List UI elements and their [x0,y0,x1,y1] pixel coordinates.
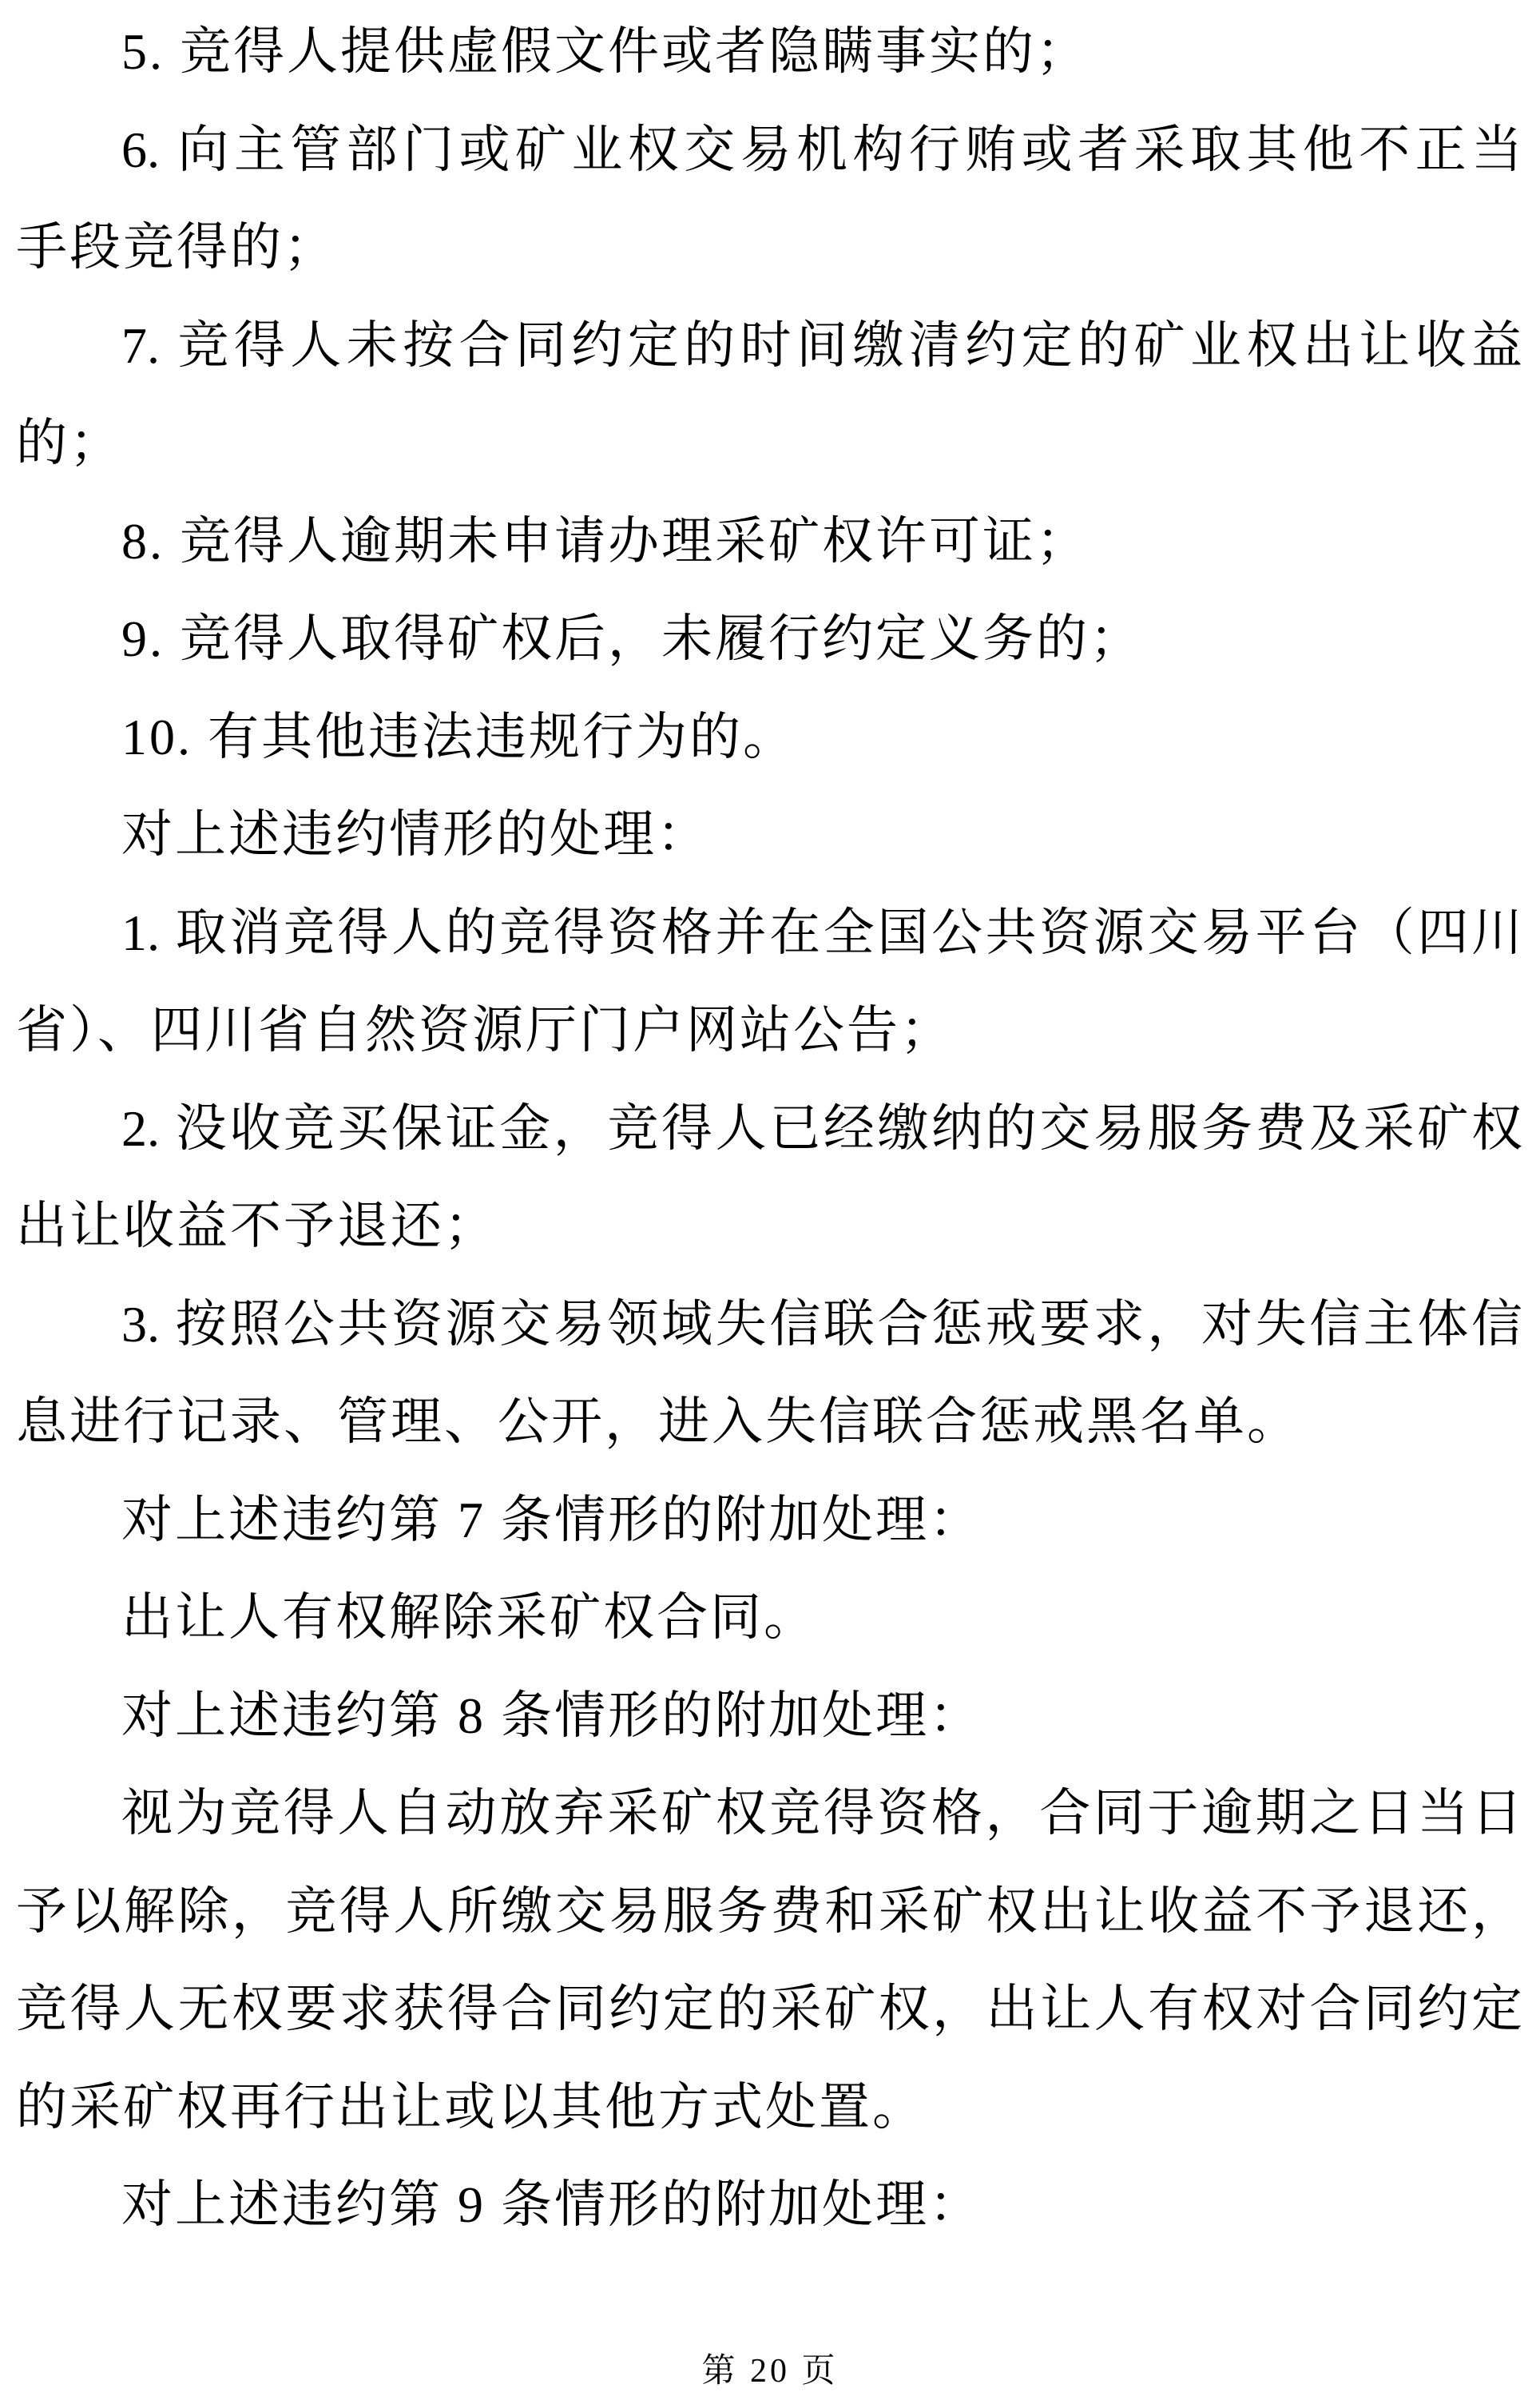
text-line: 的采矿权再行出让或以其他方式处置。 [16,2078,926,2136]
text-line: 3. 按照公共资源交易领域失信联合惩戒要求，对失信主体信 [121,1295,1522,1353]
text-line: 5. 竞得人提供虚假文件或者隐瞒事实的； [121,23,1090,80]
text-line: 视为竞得人自动放弃采矿权竞得资格，合同于逾期之日当日 [121,1785,1522,1842]
text-line: 出让人有权解除采矿权合同。 [121,1589,817,1646]
text-line: 省）、四川省自然资源厅门户网站公告； [16,1002,954,1059]
text-line: 10. 有其他违法违规行为的。 [121,708,796,765]
page-footer: 第 20 页 [701,2353,839,2390]
text-line: 1. 取消竞得人的竞得资格并在全国公共资源交易平台（四川 [121,904,1522,961]
text-line: 2. 没收竞买保证金，竞得人已经缴纳的交易服务费及采矿权 [121,1099,1522,1157]
document-text-block [16,3,1522,2255]
text-line: 7. 竞得人未按合同约定的时间缴清约定的矿业权出让收益 [121,316,1522,374]
text-line: 对上述违约第 9 条情形的附加处理： [121,2176,982,2233]
text-line: 予以解除，竞得人所缴交易服务费和采矿权出让收益不予退还， [16,1882,1522,1940]
text-line: 手段竞得的； [16,219,337,276]
text-line: 竞得人无权要求获得合同约定的采矿权，出让人有权对合同约定 [16,1981,1522,2037]
text-line: 9. 竞得人取得矿权后，未履行约定义务的； [121,610,1143,667]
text-line: 对上述违约第 8 条情形的附加处理： [121,1687,982,1744]
text-line: 息进行记录、管理、公开，进入失信联合惩戒黑名单。 [16,1393,1300,1450]
text-line: 对上述违约第 7 条情形的附加处理： [121,1491,982,1548]
text-line: 出让收益不予退还； [16,1198,498,1254]
text-line: 6. 向主管部门或矿业权交易机构行贿或者采取其他不正当 [121,121,1522,178]
text-line: 的； [16,415,123,471]
text-line: 对上述违约情形的处理： [121,806,710,863]
text-line: 8. 竞得人逾期未申请办理采矿权许可证； [121,512,1090,570]
